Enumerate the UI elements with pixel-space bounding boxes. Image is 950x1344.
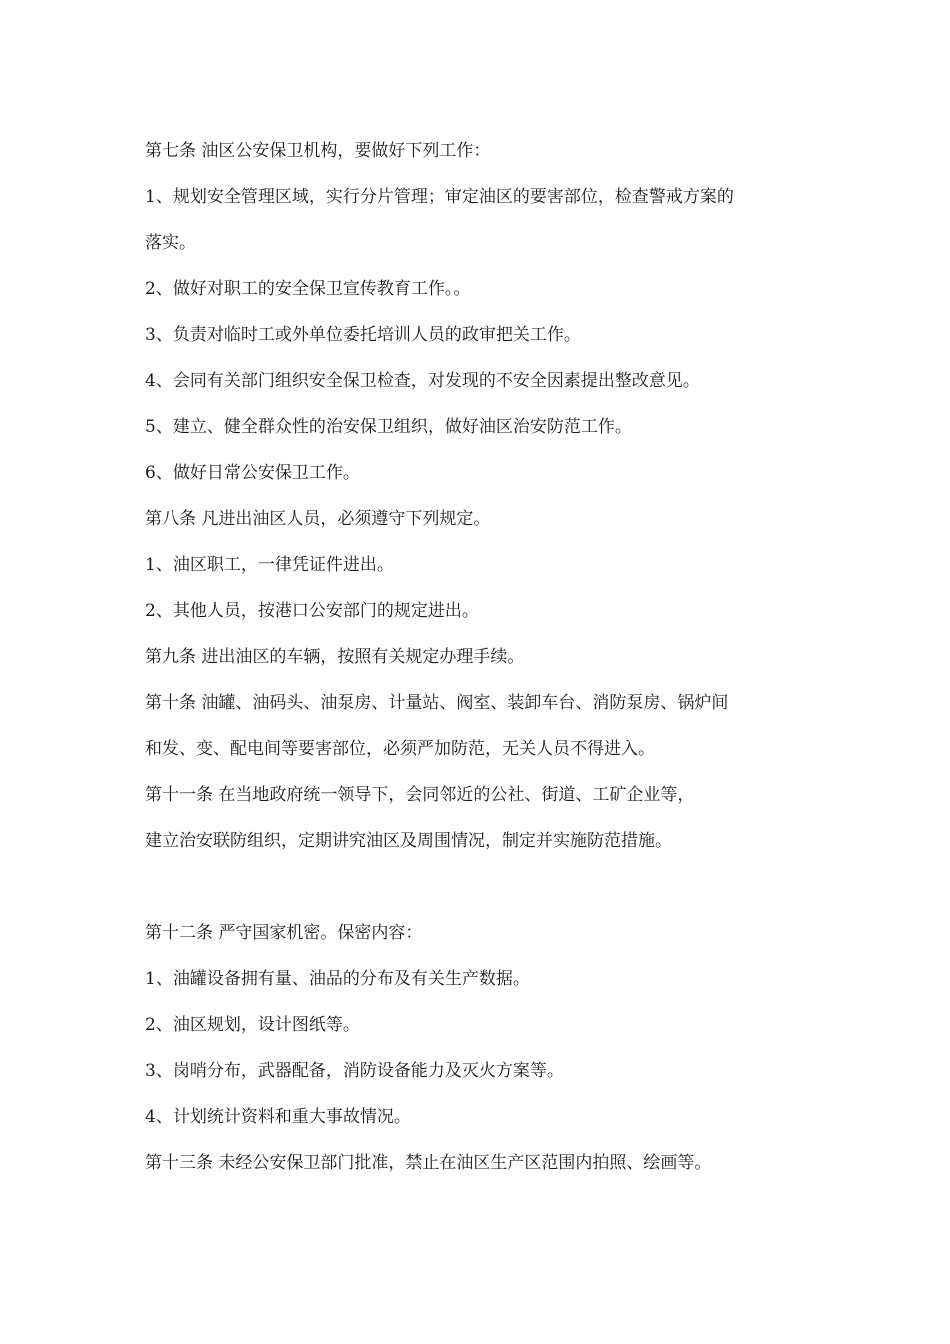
article-7-item-3: 3、负责对临时工或外单位委托培训人员的政审把关工作。 [145, 325, 581, 345]
article-7-heading: 第七条 油区公安保卫机构，要做好下列工作： [145, 141, 491, 161]
article-13: 第十三条 未经公安保卫部门批准，禁止在油区生产区范围内拍照、绘画等。 [145, 1153, 712, 1173]
article-12-item-3: 3、岗哨分布，武器配备，消防设备能力及灭火方案等。 [145, 1061, 564, 1081]
article-12-heading: 第十二条 严守国家机密。保密内容： [145, 923, 423, 943]
article-9: 第九条 进出油区的车辆，按照有关规定办理手续。 [145, 647, 525, 667]
article-7-item-4: 4、会同有关部门组织安全保卫检查，对发现的不安全因素提出整改意见。 [145, 371, 700, 391]
article-7-item-6: 6、做好日常公安保卫工作。 [145, 463, 360, 483]
document-body [145, 128, 815, 1186]
article-7-item-1-line-2: 落实。 [145, 233, 196, 253]
article-12-item-4: 4、计划统计资料和重大事故情况。 [145, 1107, 411, 1127]
article-10-line-1: 第十条 油罐、油码头、油泵房、计量站、阀室、装卸车台、消防泵房、锅炉间 [145, 693, 729, 713]
article-7-item-5: 5、建立、健全群众性的治安保卫组织，做好油区治安防范工作。 [145, 417, 632, 437]
article-11-line-2: 建立治安联防组织，定期讲究油区及周围情况，制定并实施防范措施。 [145, 831, 672, 851]
article-7-item-2: 2、做好对职工的安全保卫宣传教育工作。。 [145, 279, 471, 299]
article-11-line-1: 第十一条 在当地政府统一领导下，会同邻近的公社、街道、工矿企业等， [145, 785, 695, 805]
article-12-item-2: 2、油区规划，设计图纸等。 [145, 1015, 360, 1035]
paragraph-spacer [145, 864, 815, 910]
article-8-item-1: 1、油区职工，一律凭证件进出。 [145, 555, 394, 575]
article-7-item-1-line-1: 1、规划安全管理区域，实行分片管理；审定油区的要害部位，检查警戒方案的 [145, 187, 734, 207]
article-10-line-2: 和发、变、配电间等要害部位，必须严加防范，无关人员不得进入。 [145, 739, 655, 759]
article-8-item-2: 2、其他人员，按港口公安部门的规定进出。 [145, 601, 479, 621]
article-12-item-1: 1、油罐设备拥有量、油品的分布及有关生产数据。 [145, 969, 530, 989]
article-8-heading: 第八条 凡进出油区人员，必须遵守下列规定。 [145, 509, 491, 529]
